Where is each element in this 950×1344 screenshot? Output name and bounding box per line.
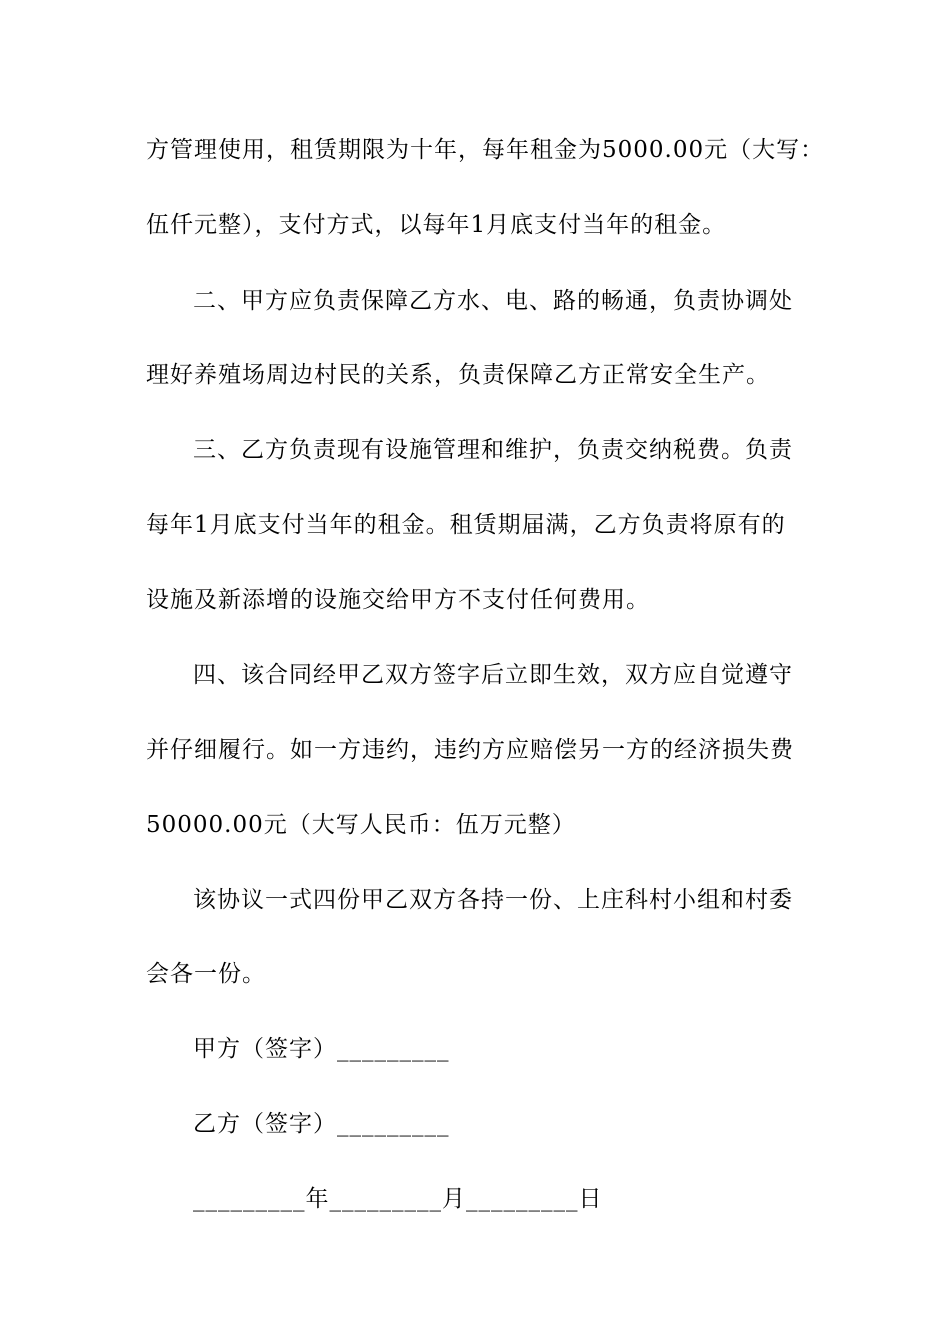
date-line: _________年_________月_________日: [193, 1186, 603, 1212]
copies-line-1: 该协议一式四份甲乙双方各持一份、上庄科村小组和村委: [193, 887, 793, 913]
text-line-1: 方管理使用，租赁期限为十年，每年租金为5000.00元（大写：: [146, 137, 825, 163]
clause-2-line-2: 理好养殖场周边村民的关系，负责保障乙方正常安全生产。: [146, 362, 770, 388]
clause-2-line-1: 二、甲方应负责保障乙方水、电、路的畅通，负责协调处: [193, 288, 793, 314]
clause-4-line-1: 四、该合同经甲乙双方签字后立即生效，双方应自觉遵守: [193, 662, 793, 688]
text-line-2: 伍仟元整），支付方式，以每年1月底支付当年的租金。: [146, 212, 727, 238]
clause-4-line-2: 并仔细履行。如一方违约，违约方应赔偿另一方的经济损失费: [146, 737, 794, 763]
clause-3-line-2: 每年1月底支付当年的租金。租赁期届满，乙方负责将原有的: [146, 512, 786, 538]
party-a-signature: 甲方（签字）_________: [193, 1036, 450, 1062]
party-b-signature: 乙方（签字）_________: [193, 1111, 450, 1137]
clause-4-line-3: 50000.00元（大写人民币：伍万元整）: [146, 812, 576, 838]
copies-line-2: 会各一份。: [146, 961, 266, 987]
clause-3-line-3: 设施及新添增的设施交给甲方不支付任何费用。: [146, 587, 650, 613]
clause-3-line-1: 三、乙方负责现有设施管理和维护，负责交纳税费。负责: [193, 437, 793, 463]
